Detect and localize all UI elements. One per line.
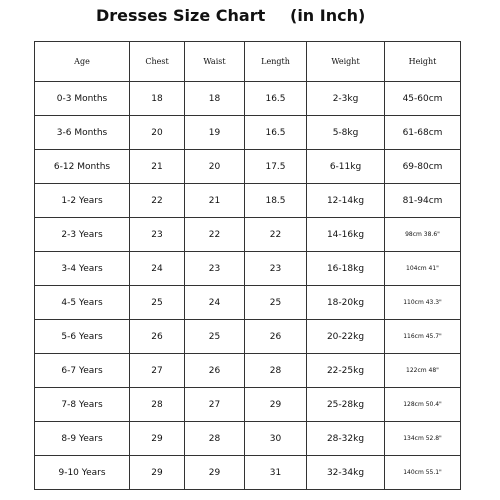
cell-chest: 26 [130,320,185,354]
cell-weight: 22-25kg [307,354,385,388]
size-chart-table [34,41,461,490]
cell-chest: 20 [130,116,185,150]
unit-label: (in Inch) [290,6,366,25]
cell-length: 29 [245,388,307,422]
table-row [35,116,461,150]
cell-length: 18.5 [245,184,307,218]
cell-length: 17.5 [245,150,307,184]
cell-age: 2-3 Years [35,218,130,252]
cell-weight: 2-3kg [307,82,385,116]
cell-age: 1-2 Years [35,184,130,218]
cell-chest: 18 [130,82,185,116]
cell-height: 45-60cm [385,82,461,116]
cell-height: 98cm 38.6" [385,218,461,252]
cell-age: 0-3 Months [35,82,130,116]
cell-height: 104cm 41" [385,252,461,286]
cell-chest: 29 [130,422,185,456]
header-height: Height [385,42,461,82]
cell-length: 28 [245,354,307,388]
cell-chest: 27 [130,354,185,388]
cell-waist: 20 [185,150,245,184]
cell-length: 30 [245,422,307,456]
table-row [35,354,461,388]
cell-weight: 16-18kg [307,252,385,286]
cell-length: 31 [245,456,307,490]
cell-chest: 24 [130,252,185,286]
table-row [35,320,461,354]
header-weight: Weight [307,42,385,82]
cell-height: 128cm 50.4" [385,388,461,422]
cell-length: 26 [245,320,307,354]
table-row [35,252,461,286]
cell-weight: 6-11kg [307,150,385,184]
cell-length: 16.5 [245,116,307,150]
cell-weight: 20-22kg [307,320,385,354]
cell-waist: 25 [185,320,245,354]
cell-height: 81-94cm [385,184,461,218]
cell-waist: 22 [185,218,245,252]
table-row [35,286,461,320]
table-row [35,422,461,456]
header-row [35,42,461,82]
cell-length: 25 [245,286,307,320]
cell-waist: 28 [185,422,245,456]
cell-height: 134cm 52.8" [385,422,461,456]
cell-age: 3-6 Months [35,116,130,150]
cell-chest: 25 [130,286,185,320]
cell-chest: 21 [130,150,185,184]
header-age: Age [35,42,130,82]
cell-waist: 21 [185,184,245,218]
cell-weight: 12-14kg [307,184,385,218]
cell-waist: 23 [185,252,245,286]
cell-chest: 29 [130,456,185,490]
header-length: Length [245,42,307,82]
table-row [35,150,461,184]
cell-age: 3-4 Years [35,252,130,286]
cell-weight: 14-16kg [307,218,385,252]
table-row [35,388,461,422]
cell-weight: 32-34kg [307,456,385,490]
cell-waist: 19 [185,116,245,150]
cell-age: 5-6 Years [35,320,130,354]
cell-chest: 28 [130,388,185,422]
cell-height: 140cm 55.1" [385,456,461,490]
cell-length: 23 [245,252,307,286]
cell-age: 6-7 Years [35,354,130,388]
header-chest: Chest [130,42,185,82]
cell-age: 4-5 Years [35,286,130,320]
cell-length: 16.5 [245,82,307,116]
size-rows [35,82,461,490]
table-row [35,218,461,252]
cell-weight: 5-8kg [307,116,385,150]
cell-chest: 23 [130,218,185,252]
cell-chest: 22 [130,184,185,218]
header-waist: Waist [185,42,245,82]
cell-height: 122cm 48" [385,354,461,388]
chart-title: Dresses Size Chart [96,6,266,25]
cell-height: 69-80cm [385,150,461,184]
cell-waist: 24 [185,286,245,320]
cell-height: 116cm 45.7" [385,320,461,354]
cell-weight: 18-20kg [307,286,385,320]
cell-age: 8-9 Years [35,422,130,456]
cell-weight: 28-32kg [307,422,385,456]
table-row [35,456,461,490]
cell-age: 6-12 Months [35,150,130,184]
title-row [0,6,500,28]
cell-waist: 26 [185,354,245,388]
cell-age: 7-8 Years [35,388,130,422]
cell-weight: 25-28kg [307,388,385,422]
cell-waist: 18 [185,82,245,116]
cell-length: 22 [245,218,307,252]
cell-age: 9-10 Years [35,456,130,490]
cell-waist: 29 [185,456,245,490]
cell-height: 61-68cm [385,116,461,150]
table-row [35,82,461,116]
table-row [35,184,461,218]
cell-height: 110cm 43.3" [385,286,461,320]
cell-waist: 27 [185,388,245,422]
